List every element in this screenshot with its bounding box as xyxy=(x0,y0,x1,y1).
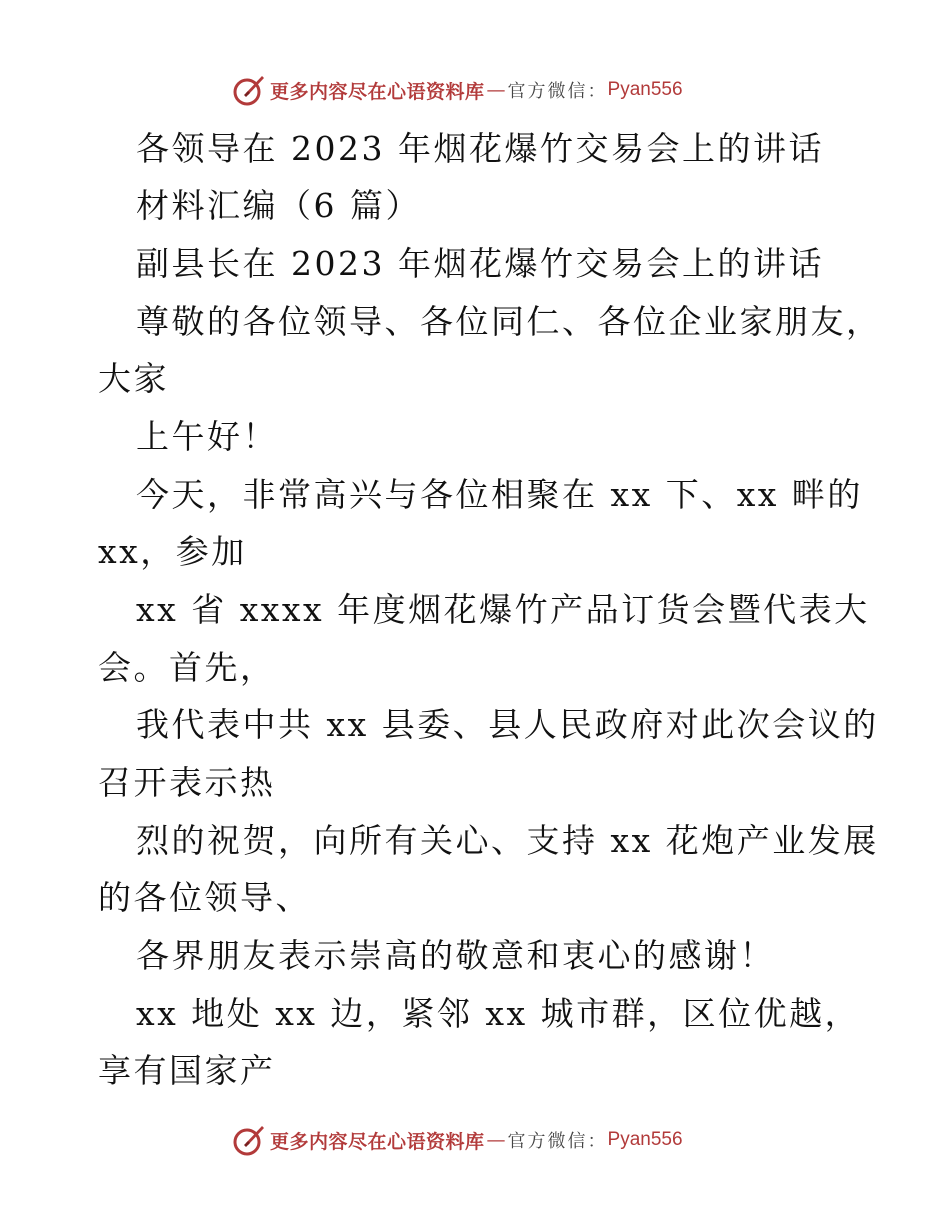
watermark-dash: — xyxy=(486,79,506,101)
paragraph-line: xx，参加 xyxy=(98,532,247,571)
paragraph-line: 会。首先， xyxy=(98,648,276,687)
section-title: 副县长在 2023 年烟花爆竹交易会上的讲话 xyxy=(136,244,824,283)
paragraph-line: 上午好！ xyxy=(136,417,278,456)
watermark-wechat-label: 官方微信： xyxy=(507,81,608,102)
paragraph-line: 的各位领导、 xyxy=(98,878,311,917)
document-title-line-1: 各领导在 2023 年烟花爆竹交易会上的讲话 xyxy=(136,129,824,168)
watermark-dash: — xyxy=(486,1129,506,1151)
paragraph-line: 尊敬的各位领导、各位同仁、各位企业家朋友， xyxy=(136,302,882,341)
paragraph-line: 我代表中共 xx 县委、县人民政府对此次会议的 xyxy=(136,705,879,744)
watermark-wechat-handle: Pyan556 xyxy=(607,79,683,100)
quill-in-circle-icon xyxy=(232,1123,266,1157)
paragraph-line: 大家 xyxy=(98,359,169,398)
quill-in-circle-icon xyxy=(232,73,266,107)
document-title-line-2: 材料汇编（6 篇） xyxy=(136,186,421,225)
paragraph-line: 各界朋友表示崇高的敬意和衷心的感谢！ xyxy=(136,936,775,975)
paragraph-line: 烈的祝贺，向所有关心、支持 xx 花炮产业发展 xyxy=(136,821,879,860)
paragraph-line: xx 省 xxxx 年度烟花爆竹产品订货会暨代表大 xyxy=(136,590,870,629)
paragraph-line: xx 地处 xx 边，紧邻 xx 城市群，区位优越， xyxy=(136,994,861,1033)
watermark-site-text: 更多内容尽在心语资料库 xyxy=(270,1130,485,1153)
paragraph-line: 享有国家产 xyxy=(98,1051,276,1090)
watermark-wechat-handle: Pyan556 xyxy=(607,1129,683,1150)
paragraph-line: 今天，非常高兴与各位相聚在 xx 下、xx 畔的 xyxy=(136,475,863,514)
header-watermark xyxy=(232,72,683,108)
footer-watermark xyxy=(232,1122,683,1158)
paragraph-line: 召开表示热 xyxy=(98,763,276,802)
watermark-site-text: 更多内容尽在心语资料库 xyxy=(270,80,485,103)
watermark-wechat-label: 官方微信： xyxy=(507,1131,608,1152)
